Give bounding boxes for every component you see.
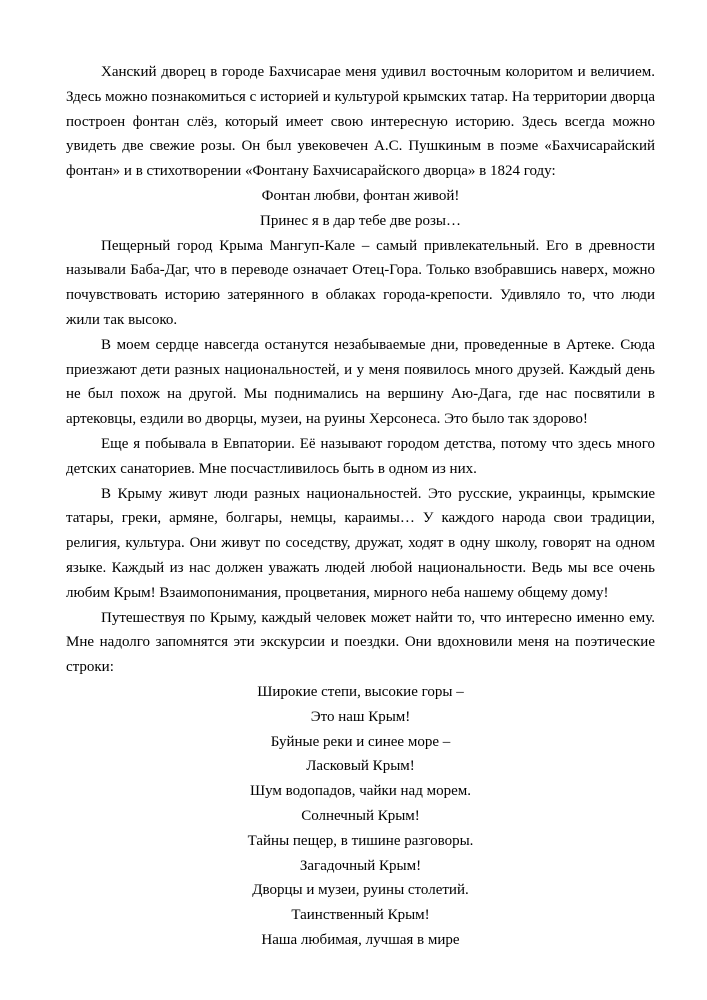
paragraph-evpatoria: Еще я побывала в Евпатории. Её называют городом детства, потому что здесь много детских санаториев. Мне посчастливилось быть в одном из них. <box>66 435 655 477</box>
poem-line: Таинственный Крым! <box>291 907 430 924</box>
paragraph-mangup-kale: Пещерный город Крыма Мангуп-Кале – самый привлекательный. Его в древности называли Баба-Даг, что в переводе означает Отец-Гора. Только взобравшись наверх, можно почувствовать историю затерянного в облаках города-крепости. Удивляло то, что люди жили так высоко. <box>66 237 655 328</box>
poem-line: Шум водопадов, чайки над морем. <box>249 783 471 800</box>
poem-line: Загадочный Крым! <box>299 857 422 874</box>
paragraph-khan-palace: Ханский дворец в городе Бахчисарае меня удивил восточным колоритом и величием. Здесь можно познакомиться с историей и культурой крымских татар. На территории дворца построен фонтан слёз, который имеет свою интересную историю. Здесь всегда можно увидеть две свежие розы. Он был увековечен А.С. Пушкиным в поэме «Бахчисарайский фонтан» и в стихотворении «Фонтану Бахчисарайского дворца» в 1824 году: <box>66 64 655 180</box>
poem-line: Это наш Крым! <box>310 708 411 725</box>
poem-line: Тайны пещер, в тишине разговоры. <box>247 832 474 849</box>
paragraph-travel-intro: Путешествуя по Крыму, каждый человек может найти то, что интересно именно ему. Мне надолго запомнятся эти экскурсии и поездки. Они вдохновили меня на поэтические строки: <box>66 609 655 676</box>
poem-line: Широкие степи, высокие горы – <box>257 683 464 700</box>
paragraph-artek: В моем сердце навсегда останутся незабываемые дни, проведенные в Артеке. Сюда приезжают дети разных национальностей, и у меня появилось много друзей. Каждый день не был похож на другой. Мы поднимались на вершину Аю-Дага, где нас посвятили в артековцы, ездили во дворцы, музеи, на руины Херсонеса. Это было так здорово! <box>66 336 655 428</box>
poem-line: Дворцы и музеи, руины столетий. <box>252 882 469 899</box>
paragraph-nationalities: В Крыму живут люди разных национальностей. Это русские, украинцы, крымские татары, греки, армяне, болгары, немцы, караимы… У каждого народа свои традиции, религия, культура. Они живут по соседству, дружат, ходят в одну школу, говорят на одном языке. Каждый из нас должен уважать людей любой национальности. Ведь мы все очень любим Крым! Взаимопонимания, процветания, мирного неба нашему общему дому! <box>66 485 655 601</box>
poem-line: Наша любимая, лучшая в мире <box>261 931 460 948</box>
pushkin-quote-line: Принес я в дар тебе две розы… <box>260 212 461 229</box>
poem-line: Буйные реки и синее море – <box>270 733 451 750</box>
pushkin-quote-line: Фонтан любви, фонтан живой! <box>261 187 460 204</box>
poem-line: Солнечный Крым! <box>301 807 420 824</box>
poem-line: Ласковый Крым! <box>306 758 415 775</box>
